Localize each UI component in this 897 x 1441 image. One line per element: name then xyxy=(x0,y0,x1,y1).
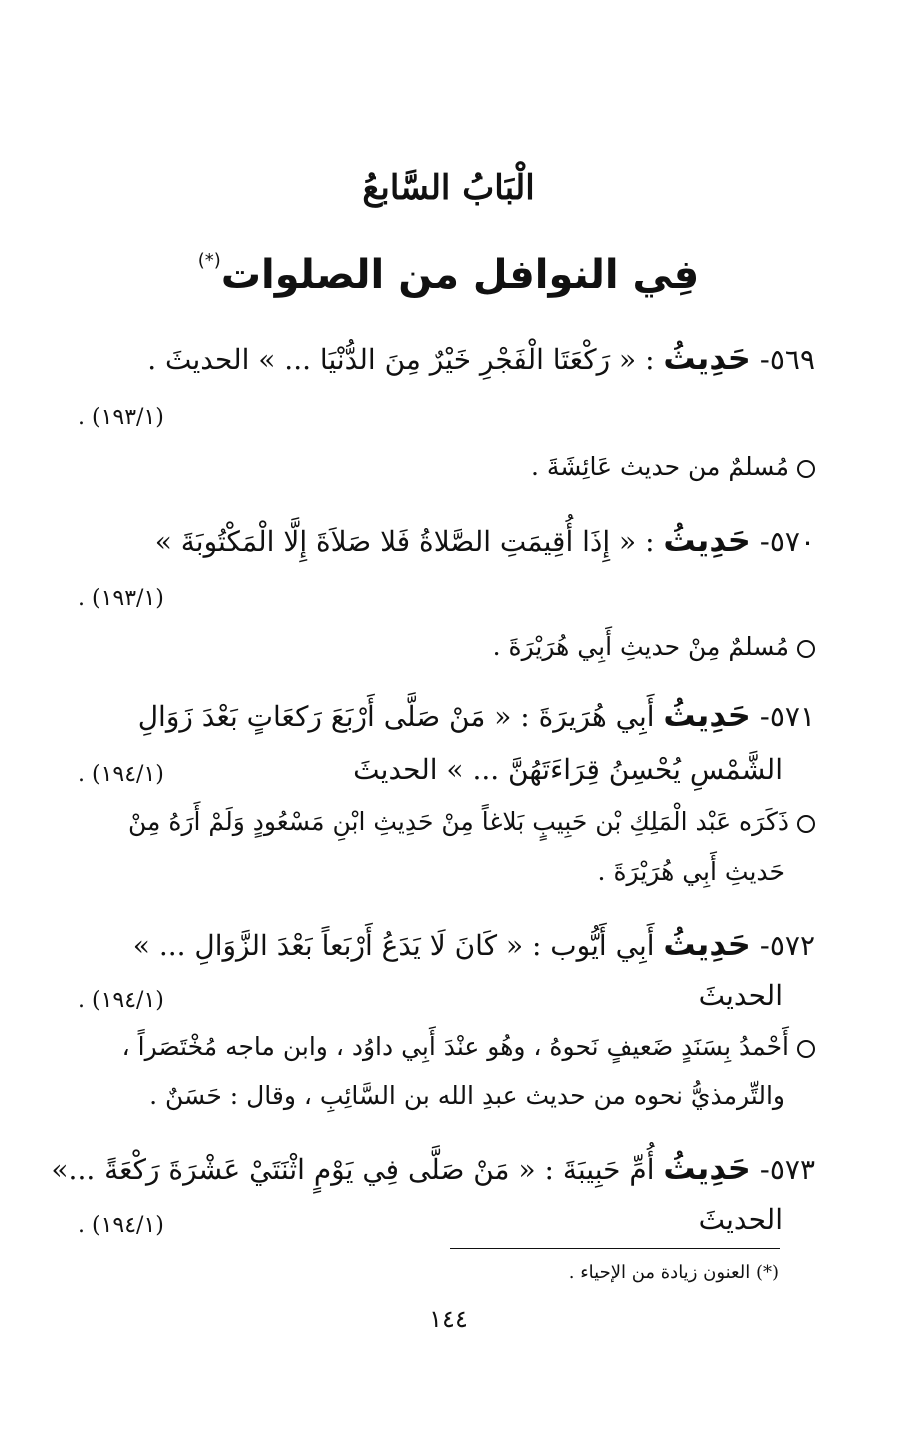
hadith-reference: (١٩٣/١) . xyxy=(78,405,164,430)
hadith-entry-569 xyxy=(70,338,815,380)
hadith-text: أَبِي هُرَيرَةَ : « مَنْ صَلَّى أَرْبَعَ رَكعَاتٍ بَعْدَ زَوَالِ xyxy=(137,700,655,733)
hadith-continuation: الشَّمْسِ يُحْسِنُ قِرَاءَتَهُنَّ ... » الحديثَ xyxy=(353,753,783,786)
circle-bullet-icon xyxy=(797,815,815,833)
hadith-continuation: الحديثَ xyxy=(698,979,783,1012)
footnote: (*) العنون زيادة من الإحياء . xyxy=(568,1262,779,1283)
hadith-reference: (١٩٤/١) . xyxy=(78,988,164,1013)
hadith-reference: (١٩٣/١) . xyxy=(78,586,164,611)
chapter-title xyxy=(0,252,897,298)
note-text: ذَكَرَه عَبْد الْمَلِكِ بْن حَبِيبٍ بَلاغاً مِنْ حَدِيثِ ابْنِ مَسْعُودٍ وَلَمْ أَرَهُ مِنْ xyxy=(128,807,789,836)
footnote-divider xyxy=(450,1248,780,1249)
hadith-continuation: الحديثَ xyxy=(698,1203,783,1236)
hadith-label: حَدِيثُ xyxy=(663,339,751,377)
hadith-label: حَدِيثُ xyxy=(663,696,751,734)
hadith-label: حَدِيثُ xyxy=(663,925,751,963)
chapter-title-text: فِي النوافل من الصلوات xyxy=(220,252,700,298)
note-text: أَحْمدُ بِسَنَدٍ ضَعيفٍ نَحوهُ ، وهُو عنْدَ أَبِي داوُد ، وابن ماجه مُخْتَصَراً ، xyxy=(121,1032,789,1061)
takhrij-note xyxy=(70,1027,815,1067)
hadith-text: : « إِذَا أُقِيمَتِ الصَّلاةُ فَلا صَلاَةَ إِلَّا الْمَكْتُوبَةَ » xyxy=(154,525,655,558)
note-text: مُسلمٌ مِنْ حديثِ أَبِي هُرَيْرَةَ . xyxy=(492,632,789,661)
hadith-text: أُمِّ حَبِيبَةَ : « مَنْ صَلَّى فِي يَوْمٍ اثْنَتَيْ عَشْرَةَ رَكْعَةً ...» xyxy=(51,1153,655,1186)
note-continuation: والتِّرمذيُّ نحوه من حديث عبدِ الله بن السَّائِبِ ، وقال : حَسَنٌ . xyxy=(149,1081,785,1110)
page-number: ١٤٤ xyxy=(429,1305,468,1333)
hadith-number: ٥٧٢- xyxy=(759,929,815,962)
hadith-entry-573 xyxy=(51,1148,815,1190)
circle-bullet-icon xyxy=(797,460,815,478)
footnote-marker: (*) xyxy=(197,250,221,271)
circle-bullet-icon xyxy=(797,640,815,658)
note-text: مُسلمٌ من حديث عَائِشَةَ . xyxy=(530,452,789,481)
hadith-text: : « رَكْعَتَا الْفَجْرِ خَيْرٌ مِنَ الدُّنْيَا ... » الحديثَ . xyxy=(147,343,655,376)
hadith-entry-571 xyxy=(70,695,815,737)
section-heading: الْبَابُ السَّابعُ xyxy=(362,168,535,208)
note-continuation: حَديثِ أَبِي هُرَيْرَةَ . xyxy=(597,857,785,886)
hadith-label: حَدِيثُ xyxy=(663,521,751,559)
circle-bullet-icon xyxy=(797,1040,815,1058)
takhrij-note xyxy=(70,627,815,667)
hadith-text: أَبِي أَيُّوب : « كَانَ لَا يَدَعُ أَرْبَعاً بَعْدَ الزَّوَالِ ... » xyxy=(132,929,655,962)
hadith-number: ٥٧٣- xyxy=(759,1153,815,1186)
hadith-number: ٥٧٠- xyxy=(759,525,815,558)
hadith-entry-570 xyxy=(70,520,815,562)
takhrij-note xyxy=(70,447,815,487)
takhrij-note xyxy=(70,802,815,842)
hadith-number: ٥٦٩- xyxy=(759,343,815,376)
hadith-label: حَدِيثُ xyxy=(663,1149,751,1187)
hadith-number: ٥٧١- xyxy=(759,700,815,733)
hadith-reference: (١٩٤/١) . xyxy=(78,1213,164,1238)
hadith-entry-572 xyxy=(70,924,815,966)
hadith-reference: (١٩٤/١) . xyxy=(78,762,164,787)
